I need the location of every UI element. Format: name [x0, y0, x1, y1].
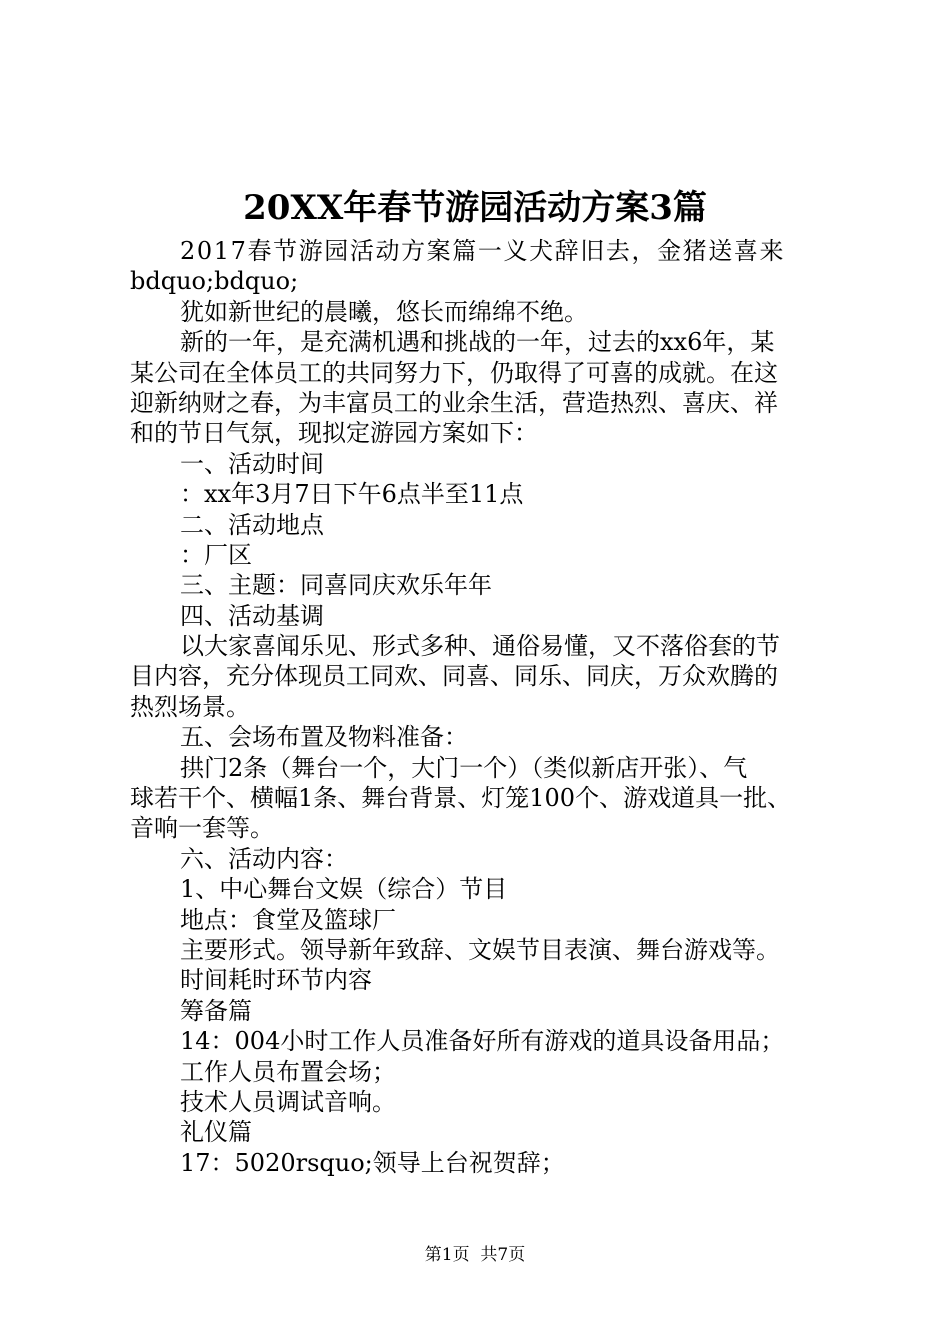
paragraph-line: 目内容，充分体现员工同欢、同喜、同乐、同庆，万众欢腾的 [130, 662, 778, 691]
document-body [130, 236, 850, 1178]
paragraph-line: 筹备篇 [180, 996, 252, 1025]
paragraph-line: 迎新纳财之春，为丰富员工的业余生活，营造热烈、喜庆、祥 [130, 388, 778, 417]
paragraph-line: 1、中心舞台文娱（综合）节目 [180, 875, 508, 904]
paragraph-line: 某公司在全体员工的共同努力下，仍取得了可喜的成就。在这 [130, 358, 778, 387]
paragraph-line: 工作人员布置会场； [180, 1057, 396, 1086]
paragraph-line: 17：5020rsquo;领导上台祝贺辞； [180, 1148, 565, 1177]
section-heading: 四、活动基调 [180, 601, 324, 630]
paragraph-line: 和的节日气氛，现拟定游园方案如下： [130, 419, 538, 448]
paragraph-line: 新的一年，是充满机遇和挑战的一年，过去的xx6年，某 [180, 328, 775, 357]
document-title: 20XX年春节游园活动方案3篇 [243, 188, 707, 228]
paragraph-line: 球若干个、横幅1条、舞台背景、灯笼100个、游戏道具一批、 [130, 784, 792, 813]
section-heading: 二、活动地点 [180, 510, 324, 539]
paragraph-line: ：xx年3月7日下午6点半至11点 [180, 480, 524, 509]
paragraph-line: 以大家喜闻乐见、形式多种、通俗易懂，又不落俗套的节 [180, 632, 780, 661]
section-heading: 五、会场布置及物料准备： [180, 723, 468, 752]
paragraph-line: 14：004小时工作人员准备好所有游戏的道具设备用品； [180, 1027, 785, 1056]
section-heading: 一、活动时间 [180, 449, 324, 478]
page-footer: 第1页 共7页 [424, 1245, 526, 1265]
paragraph-line: bdquo;bdquo; [130, 267, 299, 296]
paragraph-line: 2017春节游园活动方案篇一义犬辞旧去，金猪送喜来 [180, 237, 786, 265]
paragraph-line: 音响一套等。 [130, 814, 274, 843]
paragraph-line: 犹如新世纪的晨曦，悠长而绵绵不绝。 [180, 297, 588, 326]
section-heading: 六、活动内容： [180, 844, 348, 873]
paragraph-line: ：厂区 [180, 540, 252, 569]
paragraph-line: 礼仪篇 [180, 1118, 252, 1147]
paragraph-line: 时间耗时环节内容 [180, 966, 372, 995]
paragraph-line: 技术人员调试音响。 [180, 1087, 396, 1116]
paragraph-line: 拱门2条（舞台一个，大门一个）（类似新店开张）、气 [180, 753, 748, 782]
section-heading: 三、主题：同喜同庆欢乐年年 [180, 571, 492, 600]
paragraph-line: 主要形式。领导新年致辞、文娱节目表演、舞台游戏等。 [180, 935, 780, 964]
paragraph-line: 热烈场景。 [130, 692, 250, 721]
paragraph-line: 地点：食堂及篮球厂 [180, 905, 396, 934]
